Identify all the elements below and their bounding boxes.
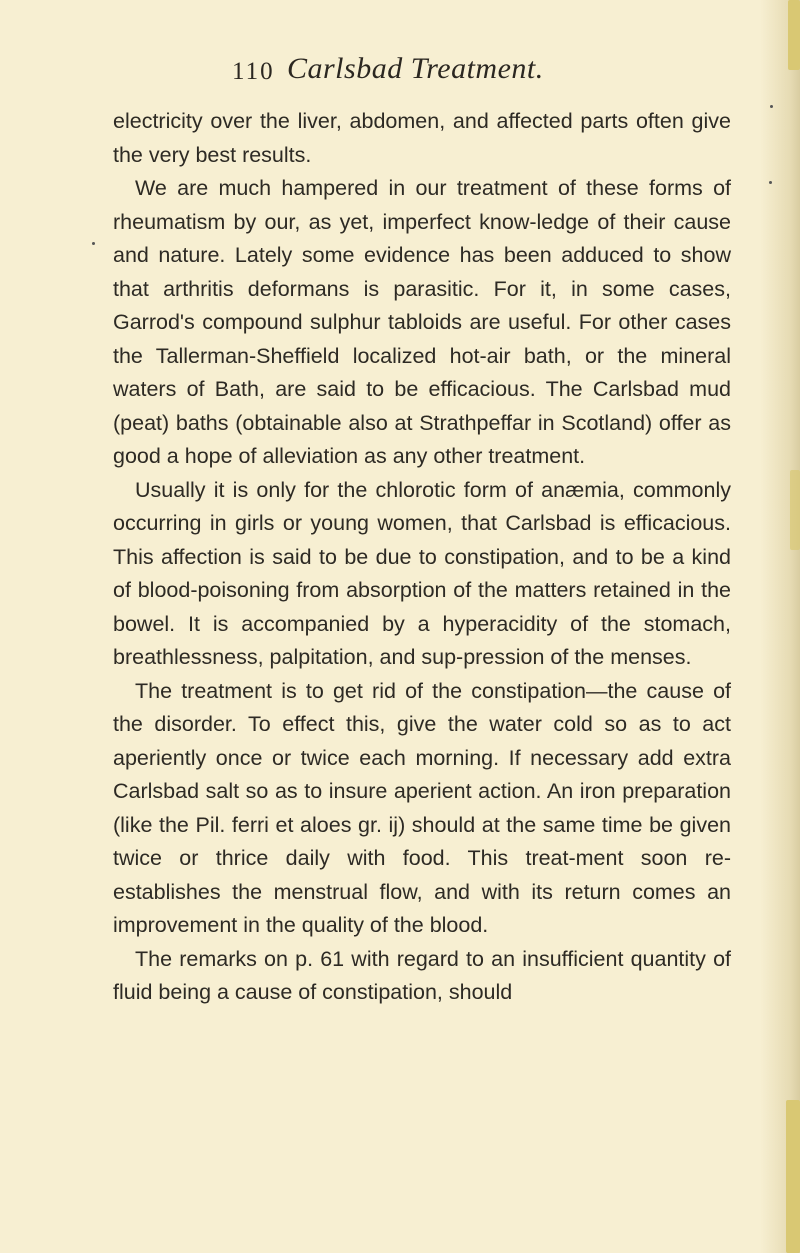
paragraph: Usually it is only for the chlorotic form of anæmia, commonly occurring in girls or young women, that Carlsbad is efficacious. This affection is said to be due to constipation, and to be a kind of blood-poisoning from absorption of the matters retained in the bowel. It is accompanied by a hyperacidity of the stomach, breathlessness, palpitation, and sup-pression of the menses. (113, 477, 731, 669)
margin-speck (92, 242, 95, 245)
paragraph: We are much hampered in our treatment of these forms of rheumatism by our, as yet, imperfect know-ledge of their cause and nature. Lately some evidence has been adduced to show that arthritis deformans is parasitic. For it, in some cases, Garrod's compound sulphur tabloids are useful. For other cases the Tallerman-Sheffield localized hot-air bath, or the mineral waters of Bath, are said to be efficacious. The Carlsbad mud (peat) baths (obtainable also at Strathpeffar in Scotland) offer as good a hope of alleviation as any other treatment. (113, 176, 731, 468)
page-number: 110 (232, 58, 275, 85)
page-edge-mark-top (788, 0, 800, 70)
page-edge-mark-bottom (786, 1100, 800, 1253)
page-edge-mark-middle (790, 470, 800, 550)
paragraph: electricity over the liver, abdomen, and affected parts often give the very best results. (113, 109, 731, 167)
paragraph: The treatment is to get rid of the constipation—the cause of the disorder. To effect this, give the water cold so as to act aperiently once or twice each morning. If necessary add extra Carlsbad salt so as to insure aperient action. An iron preparation (like the Pil. ferri et aloes gr. ij) should at the same time be given twice or thrice daily with food. This treat-ment soon re-establishes the menstrual flow, and with its return comes an improvement in the quality of the blood. (113, 678, 731, 937)
margin-speck (770, 105, 773, 108)
body-text (113, 105, 731, 1010)
margin-speck (769, 181, 772, 184)
paragraph: The remarks on p. 61 with regard to an insufficient quantity of fluid being a cause of constipation, should (113, 946, 731, 1004)
running-title: Carlsbad Treatment. (287, 52, 544, 85)
